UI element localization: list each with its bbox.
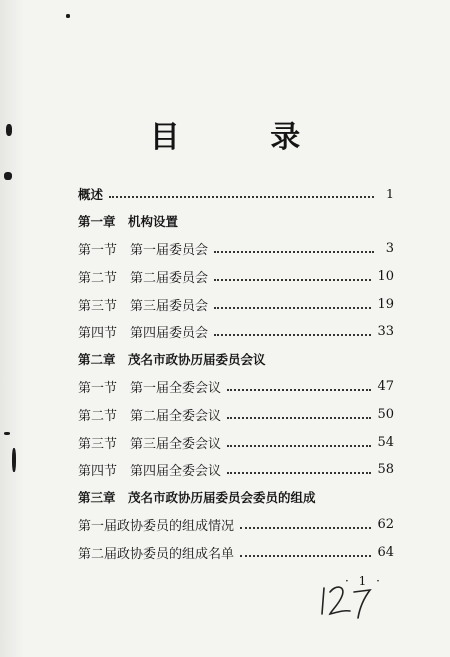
toc-entry[interactable] [78, 428, 394, 456]
section-number: 第三节 [78, 298, 118, 314]
toc-page-number: 19 [377, 296, 394, 312]
dot-leader [240, 554, 371, 557]
toc-label: 第二届政协委员的组成名单 [78, 547, 235, 563]
toc-page-number: 50 [377, 407, 394, 423]
toc-page-number: 47 [377, 379, 394, 395]
toc-entry[interactable] [78, 456, 394, 484]
toc-page-number: 3 [385, 241, 394, 257]
toc-entry-overview[interactable] [78, 180, 394, 208]
page-title: 目 录 [149, 120, 341, 155]
dot-leader [214, 278, 371, 281]
chapter-heading: 第三章 茂名市政协历届委员会委员的组成 [78, 490, 316, 506]
toc-entry[interactable] [78, 263, 394, 291]
scan-speck [12, 448, 16, 472]
section-number: 第一节 [78, 243, 118, 259]
page-folio: · 1 · [345, 574, 383, 588]
toc-label: 第四届委员会 [130, 326, 209, 342]
section-number: 第三节 [78, 436, 118, 452]
toc-entry[interactable] [78, 235, 394, 263]
section-number: 第四节 [78, 464, 118, 480]
toc-label: 第三届委员会 [130, 298, 209, 314]
table-of-contents [78, 180, 394, 566]
toc-entry[interactable] [78, 318, 394, 346]
toc-entry[interactable] [78, 539, 394, 567]
dot-leader [227, 471, 371, 474]
toc-entry[interactable] [78, 401, 394, 429]
toc-entry[interactable] [78, 373, 394, 401]
dot-leader [240, 526, 371, 529]
scan-speck [66, 14, 70, 18]
handwritten-note [318, 580, 378, 620]
section-number: 第四节 [78, 326, 118, 342]
toc-page-number: 33 [377, 324, 394, 340]
dot-leader [214, 333, 371, 336]
dot-leader [214, 250, 374, 253]
toc-label: 第二届全委会议 [130, 409, 222, 425]
toc-page-number: 10 [377, 269, 394, 285]
chapter-heading: 第二章 茂名市政协历届委员会议 [78, 352, 266, 368]
dot-leader [227, 388, 371, 391]
chapter-heading: 第一章 机构设置 [78, 214, 179, 230]
toc-chapter-1[interactable] [78, 208, 394, 236]
section-number: 第二节 [78, 271, 118, 287]
toc-label: 第四届全委会议 [130, 464, 222, 480]
dot-leader [109, 195, 374, 198]
section-number: 第一节 [78, 381, 118, 397]
scan-shadow [0, 0, 24, 657]
toc-label: 第一届政协委员的组成情况 [78, 519, 235, 535]
toc-chapter-2[interactable] [78, 346, 394, 374]
toc-entry[interactable] [78, 290, 394, 318]
toc-label: 第一届全委会议 [130, 381, 222, 397]
toc-entry[interactable] [78, 511, 394, 539]
dot-leader [227, 444, 371, 447]
toc-label: 第二届委员会 [130, 271, 209, 287]
dot-leader [214, 306, 371, 309]
toc-page-number: 64 [377, 545, 394, 561]
toc-page-number: 1 [386, 186, 394, 202]
section-number: 第二节 [78, 409, 118, 425]
scan-speck [4, 432, 10, 435]
dot-leader [227, 416, 371, 419]
toc-chapter-3[interactable] [78, 484, 394, 512]
toc-page-number: 58 [377, 462, 394, 478]
toc-page-number: 54 [377, 434, 394, 450]
scan-speck [4, 172, 12, 180]
toc-label: 第三届全委会议 [130, 436, 222, 452]
toc-label: 概述 [78, 186, 104, 202]
toc-page-number: 62 [377, 517, 394, 533]
toc-label: 第一届委员会 [130, 243, 209, 259]
